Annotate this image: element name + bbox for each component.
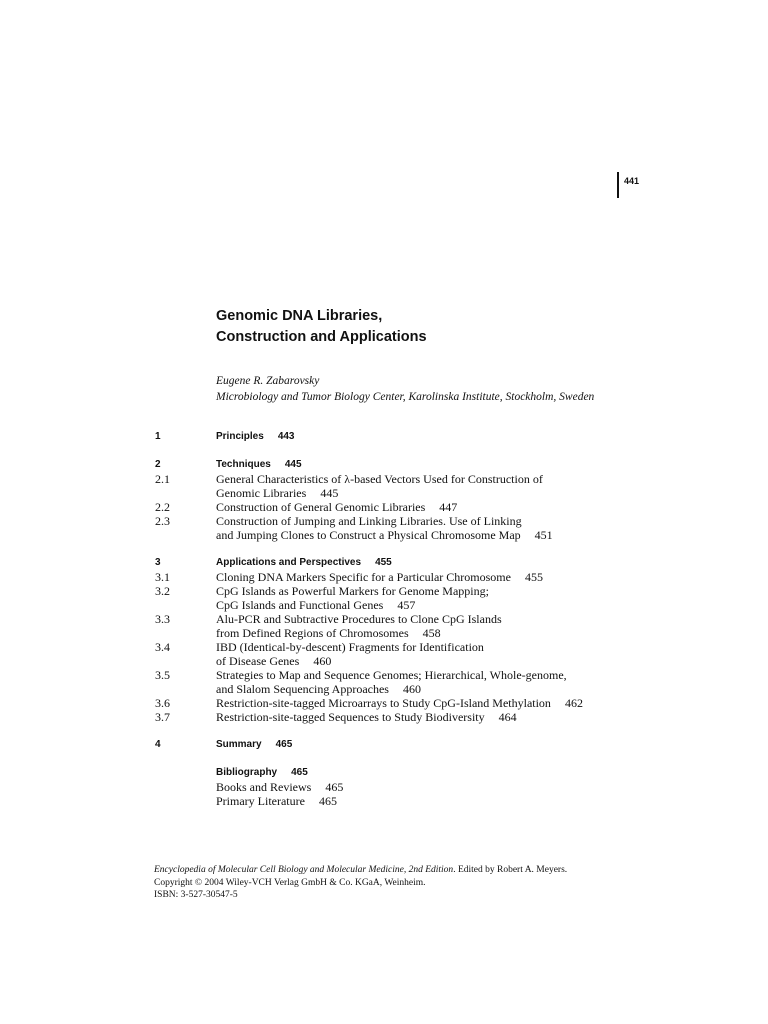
toc-title-line-2: and Jumping Clones to Construct a Physical Chromosome Map xyxy=(216,528,521,542)
toc-title: Construction of General Genomic Libraries xyxy=(216,500,426,514)
page-marker-rule xyxy=(617,172,619,198)
toc-title: Restriction-site-tagged Microarrays to Study CpG-Island Methylation xyxy=(216,696,551,710)
toc-page: 447 xyxy=(439,500,458,514)
toc-page: 465 xyxy=(325,780,344,794)
toc-title: Bibliography xyxy=(216,767,278,778)
toc-subsection-3-4-cont[interactable] xyxy=(155,654,635,668)
toc-number: 3.5 xyxy=(155,668,170,682)
toc-section-2[interactable] xyxy=(155,458,635,472)
title-line-1: Genomic DNA Libraries, xyxy=(216,308,383,324)
toc-bibliography[interactable] xyxy=(155,766,635,780)
toc-subsection-2-1-cont[interactable] xyxy=(155,486,635,500)
toc-title: Principles xyxy=(216,431,264,442)
toc-page: 455 xyxy=(375,557,392,568)
toc-page: 457 xyxy=(397,598,416,612)
isbn-line: ISBN: 3-527-30547-5 xyxy=(154,890,238,900)
toc-title-line-1: IBD (Identical-by-descent) Fragments for Identification xyxy=(216,640,484,654)
toc-subsection-3-2[interactable] xyxy=(155,584,635,598)
toc-page: 460 xyxy=(402,682,421,696)
author-affiliation: Microbiology and Tumor Biology Center, Karolinska Institute, Stockholm, Sweden xyxy=(216,391,595,403)
toc-title-line-2: of Disease Genes xyxy=(216,654,300,668)
toc-page: 465 xyxy=(318,794,337,808)
toc-page: 462 xyxy=(564,696,583,710)
toc-title: Applications and Perspectives xyxy=(216,557,362,568)
toc-subsection-2-3-cont[interactable] xyxy=(155,528,635,542)
toc-number: 3.1 xyxy=(155,570,170,584)
author-block xyxy=(216,373,594,405)
toc-number: 4 xyxy=(155,739,161,750)
toc-page: 445 xyxy=(284,459,302,470)
toc-number: 2.3 xyxy=(155,514,170,528)
footer-citation-line xyxy=(154,864,567,877)
toc-section-3[interactable] xyxy=(155,556,635,570)
toc-number: 3 xyxy=(155,557,161,568)
toc-number: 1 xyxy=(155,431,161,442)
toc-number: 2.1 xyxy=(155,472,170,486)
toc-title-line-2: Genomic Libraries xyxy=(216,486,307,500)
toc-primary-literature[interactable] xyxy=(155,794,635,808)
toc-number: 3.7 xyxy=(155,710,170,724)
toc-title-line-1: Construction of Jumping and Linking Libraries. Use of Linking xyxy=(216,514,522,528)
toc-title: Primary Literature xyxy=(216,794,305,808)
toc-title-line-2: from Defined Regions of Chromosomes xyxy=(216,626,409,640)
toc-title-line-1: General Characteristics of λ-based Vectors Used for Construction of xyxy=(216,472,543,486)
toc-page: 443 xyxy=(277,431,295,442)
toc-subsection-2-2[interactable] xyxy=(155,500,635,514)
title-line-2: Construction and Applications xyxy=(216,329,427,345)
toc-page: 445 xyxy=(320,486,339,500)
toc-subsection-3-3[interactable] xyxy=(155,612,635,626)
toc-page: 464 xyxy=(498,710,517,724)
toc-page: 465 xyxy=(291,767,308,778)
copyright-line: Copyright © 2004 Wiley-VCH Verlag GmbH & Co. KGaA, Weinheim. xyxy=(154,877,426,888)
toc-title-line-1: Alu-PCR and Subtractive Procedures to Clone CpG Islands xyxy=(216,612,502,626)
page-number: 441 xyxy=(624,176,640,186)
toc-title-line-2: and Slalom Sequencing Approaches xyxy=(216,682,389,696)
editor-credit: . Edited by Robert A. Meyers. xyxy=(453,865,568,875)
toc-books-and-reviews[interactable] xyxy=(155,780,635,794)
toc-page: 460 xyxy=(313,654,332,668)
toc-page: 465 xyxy=(275,739,293,750)
toc-subsection-2-3[interactable] xyxy=(155,514,635,528)
toc-title: Books and Reviews xyxy=(216,780,312,794)
encyclopedia-title: Encyclopedia of Molecular Cell Biology and Molecular Medicine, 2nd Edition xyxy=(154,865,454,875)
toc-title: Techniques xyxy=(216,459,271,470)
toc-number: 2 xyxy=(155,459,161,470)
toc-page: 458 xyxy=(422,626,441,640)
toc-title: Summary xyxy=(216,739,262,750)
article-title xyxy=(216,306,427,348)
toc-number: 3.2 xyxy=(155,584,170,598)
table-of-contents xyxy=(155,430,635,808)
toc-title: Restriction-site-tagged Sequences to Study Biodiversity xyxy=(216,710,485,724)
toc-number: 2.2 xyxy=(155,500,170,514)
toc-page: 455 xyxy=(524,570,543,584)
toc-page: 451 xyxy=(534,528,553,542)
publication-footer xyxy=(154,864,567,902)
toc-number: 3.3 xyxy=(155,612,170,626)
toc-number: 3.6 xyxy=(155,696,170,710)
toc-subsection-3-7[interactable] xyxy=(155,710,635,724)
toc-subsection-3-3-cont[interactable] xyxy=(155,626,635,640)
toc-number: 3.4 xyxy=(155,640,170,654)
author-name: Eugene R. Zabarovsky xyxy=(216,375,320,387)
toc-title-line-2: CpG Islands and Functional Genes xyxy=(216,598,384,612)
toc-section-4[interactable] xyxy=(155,738,635,752)
toc-title-line-1: Strategies to Map and Sequence Genomes; Hierarchical, Whole-genome, xyxy=(216,668,567,682)
toc-section-1[interactable] xyxy=(155,430,635,444)
toc-subsection-3-6[interactable] xyxy=(155,696,635,710)
toc-title-line-1: CpG Islands as Powerful Markers for Genome Mapping; xyxy=(216,584,489,598)
toc-subsection-2-1[interactable] xyxy=(155,472,635,486)
toc-subsection-3-1[interactable] xyxy=(155,570,635,584)
toc-subsection-3-4[interactable] xyxy=(155,640,635,654)
toc-subsection-3-2-cont[interactable] xyxy=(155,598,635,612)
toc-subsection-3-5[interactable] xyxy=(155,668,635,682)
toc-title: Cloning DNA Markers Specific for a Particular Chromosome xyxy=(216,570,511,584)
toc-subsection-3-5-cont[interactable] xyxy=(155,682,635,696)
